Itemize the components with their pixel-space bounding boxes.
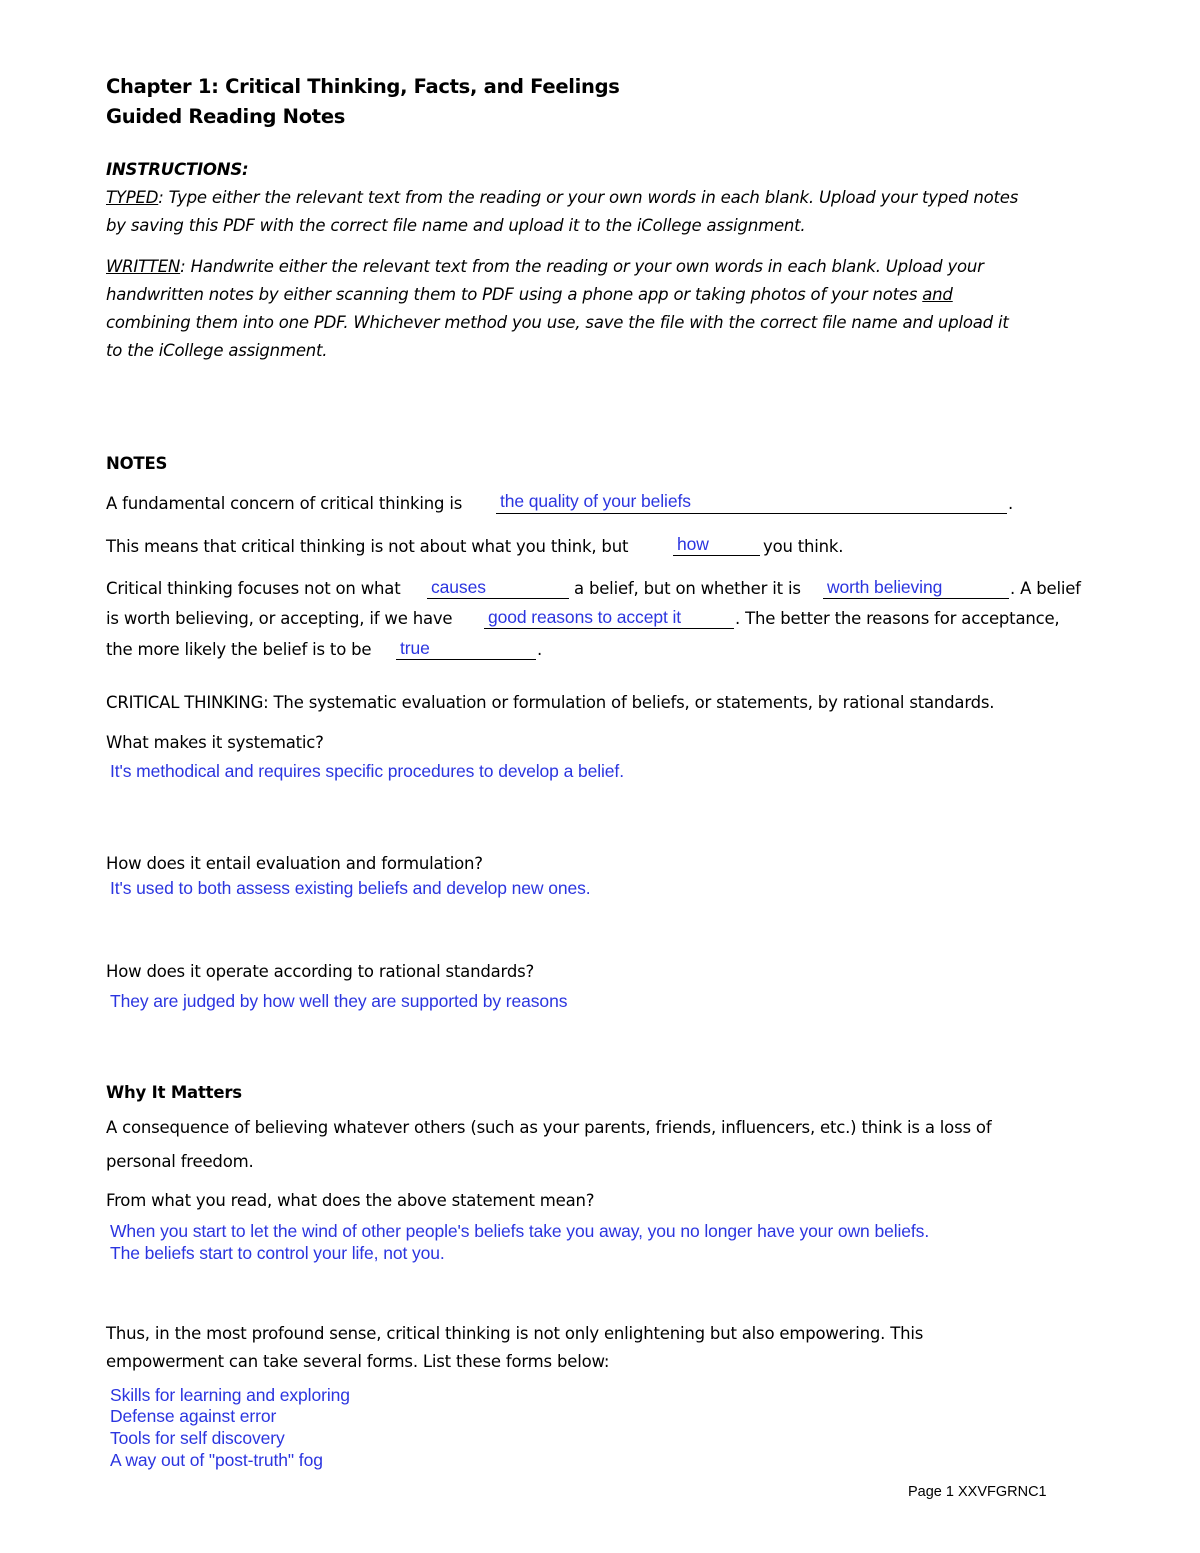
written-label: WRITTEN: [106, 257, 181, 276]
sentence-4-text: is worth believing, or accepting, if we have: [106, 609, 453, 628]
blank-1-field[interactable]: [496, 488, 1007, 512]
blank-5-line: [484, 628, 734, 629]
empowerment-form-item[interactable]: Defense against error: [110, 1406, 277, 1426]
blank-6-field[interactable]: [396, 635, 536, 659]
question-evaluation-formulation: How does it entail evaluation and formulation?: [106, 854, 483, 873]
document-subtitle: Guided Reading Notes: [106, 105, 346, 128]
sentence-3-middle: a belief, but on whether it is: [574, 579, 801, 598]
blank-2-field[interactable]: [673, 531, 760, 555]
answer-rational-standards[interactable]: They are judged by how well they are supported by reasons: [110, 991, 568, 1011]
why-it-matters-heading: Why It Matters: [106, 1083, 242, 1102]
blank-3-answer: causes: [431, 577, 486, 597]
and-emphasis: and: [922, 285, 953, 304]
written-instruction-line-2: [106, 285, 953, 304]
blank-6-answer: true: [400, 638, 430, 658]
blank-6-line: [396, 659, 536, 660]
blank-2-answer: how: [677, 534, 709, 554]
empowerment-form-item[interactable]: Skills for learning and exploring: [110, 1385, 350, 1405]
empowerment-text-line-1: Thus, in the most profound sense, critical thinking is not only enlightening but also empowering. This: [106, 1324, 924, 1343]
question-statement-meaning: From what you read, what does the above statement mean?: [106, 1191, 595, 1210]
sentence-5-end: .: [537, 640, 543, 659]
blank-3-field[interactable]: [427, 574, 569, 598]
sentence-3-end: . A belief: [1010, 579, 1081, 598]
page-footer: Page 1 XXVFGRNC1: [908, 1484, 1047, 1500]
question-systematic: What makes it systematic?: [106, 733, 324, 752]
blank-4-answer: worth believing: [827, 577, 943, 597]
sentence-2-end: you think.: [763, 537, 844, 556]
typed-text: : Type either the relevant text from the reading or your own words in each blank. Upload your typed notes: [158, 188, 1019, 207]
sentence-1-period: .: [1008, 494, 1014, 513]
empowerment-form-item[interactable]: Tools for self discovery: [110, 1428, 285, 1448]
written-instruction-line-3: combining them into one PDF. Whichever method you use, save the file with the correct file name and upload it: [106, 313, 1009, 332]
written-text: : Handwrite either the relevant text from the reading or your own words in each blank. Upload your: [180, 257, 984, 276]
written-instruction-line: [106, 257, 984, 276]
sentence-3-text: Critical thinking focuses not on what: [106, 579, 401, 598]
blank-5-answer: good reasons to accept it: [488, 607, 682, 627]
blank-1-line: [496, 513, 1007, 514]
typed-instruction-line: [106, 188, 1018, 207]
blank-2-line: [673, 555, 760, 556]
written-text-2: handwritten notes by either scanning them to PDF using a phone app or taking photos of your notes: [106, 285, 923, 304]
sentence-4-end: . The better the reasons for acceptance,: [735, 609, 1060, 628]
typed-label: TYPED: [106, 188, 159, 207]
consequence-statement-line-1: A consequence of believing whatever others (such as your parents, friends, influencers, etc.) think is a loss of: [106, 1118, 992, 1137]
sentence-1-text: A fundamental concern of critical thinking is: [106, 494, 463, 513]
critical-thinking-definition: CRITICAL THINKING: The systematic evaluation or formulation of beliefs, or statements, by rational standards.: [106, 693, 995, 712]
blank-1-answer: the quality of your beliefs: [500, 491, 691, 511]
instructions-heading: INSTRUCTIONS:: [106, 160, 249, 179]
blank-5-field[interactable]: [484, 604, 734, 628]
answer-evaluation-formulation[interactable]: It's used to both assess existing beliefs and develop new ones.: [110, 878, 591, 898]
sentence-2-text: This means that critical thinking is not about what you think, but: [106, 537, 629, 556]
answer-statement-meaning-line-1[interactable]: When you start to let the wind of other people's beliefs take you away, you no longer have your own beliefs.: [110, 1221, 930, 1241]
consequence-statement-line-2: personal freedom.: [106, 1152, 254, 1171]
chapter-title: Chapter 1: Critical Thinking, Facts, and Feelings: [106, 75, 620, 98]
blank-3-line: [427, 598, 569, 599]
notes-heading: NOTES: [106, 454, 168, 473]
question-rational-standards: How does it operate according to rational standards?: [106, 962, 535, 981]
answer-statement-meaning-line-2[interactable]: The beliefs start to control your life, not you.: [110, 1243, 445, 1263]
empowerment-text-line-2: empowerment can take several forms. List these forms below:: [106, 1352, 610, 1371]
empowerment-form-item[interactable]: A way out of "post-truth" fog: [110, 1450, 323, 1470]
blank-4-line: [823, 598, 1009, 599]
written-instruction-line-4: to the iCollege assignment.: [106, 341, 328, 360]
blank-4-field[interactable]: [823, 574, 1009, 598]
typed-instruction-line-2: by saving this PDF with the correct file name and upload it to the iCollege assignment.: [106, 216, 806, 235]
answer-systematic[interactable]: It's methodical and requires specific procedures to develop a belief.: [110, 761, 624, 781]
sentence-5-text: the more likely the belief is to be: [106, 640, 372, 659]
